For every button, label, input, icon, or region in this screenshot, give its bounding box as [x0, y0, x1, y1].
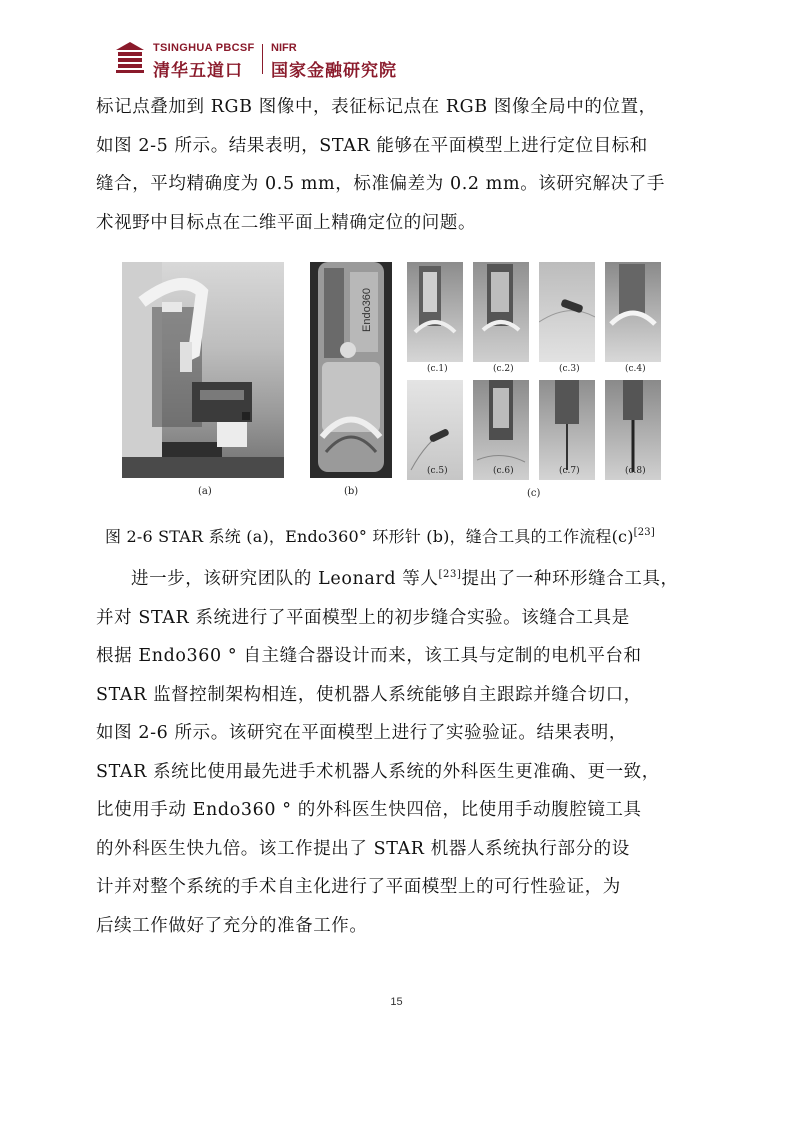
star-system-photo	[122, 262, 284, 478]
workflow-frame-3	[539, 262, 595, 362]
text-line: 计并对整个系统的手术自主化进行了平面模型上的可行性验证，为	[96, 877, 621, 897]
logo-chinese: 清华五道口	[153, 61, 243, 81]
text-line: STAR 监督控制架构相连，使机器人系统能够自主跟踪并缝合切口，	[96, 684, 642, 705]
workflow-frame-6	[473, 380, 529, 480]
figure-2-6	[122, 262, 662, 502]
nifr-chinese: 国家金融研究院	[271, 61, 397, 81]
text-line: 如图 2-5 所示。结果表明，STAR 能够在平面模型上进行定位目标和	[96, 135, 648, 156]
text-line: STAR 系统比使用最先进手术机器人系统的外科医生更准确、更一致，	[96, 761, 660, 782]
paragraph-2	[96, 560, 696, 945]
sub-label-c5: (c.5)	[427, 466, 448, 476]
workflow-frame-8	[605, 380, 661, 480]
figure-caption	[105, 524, 705, 547]
sub-label-c8: (c.8)	[625, 466, 646, 476]
workflow-frame-2	[473, 262, 529, 362]
text-line: 术视野中目标点在二维平面上精确定位的问题。	[96, 212, 477, 233]
workflow-frame-7	[539, 380, 595, 480]
text-line: 并对 STAR 系统进行了平面模型上的初步缝合实验。该缝合工具是	[96, 607, 630, 628]
workflow-frame-4	[605, 262, 661, 362]
nifr-english: NIFR	[271, 42, 297, 54]
logo-english: TSINGHUA PBCSF	[153, 42, 255, 54]
endo360-photo	[310, 262, 392, 478]
page-header	[113, 38, 433, 80]
label-c: (c)	[527, 488, 541, 499]
tsinghua-logo-icon	[113, 40, 147, 74]
paragraph-1	[96, 88, 696, 242]
sub-label-c7: (c.7)	[559, 466, 580, 476]
sub-label-c2: (c.2)	[493, 364, 514, 374]
caption-reference: [23]	[633, 527, 655, 538]
text-line: 后续工作做好了充分的准备工作。	[96, 915, 368, 936]
sub-label-c6: (c.6)	[493, 466, 514, 476]
citation-reference: [23]	[438, 569, 462, 580]
text-line: 如图 2-6 所示。该研究在平面模型上进行了实验验证。结果表明，	[96, 723, 628, 743]
text-line: 标记点叠加到 RGB 图像中，表征标记点在 RGB 图像全局中的位置，	[96, 97, 657, 117]
page-number: 15	[390, 996, 403, 1008]
text-segment: 提出了一种环形缝合工具，	[461, 569, 679, 589]
text-line	[96, 560, 696, 599]
sub-label-c4: (c.4)	[625, 364, 646, 374]
text-line: 缝合，平均精确度为 0.5 mm，标准偏差为 0.2 mm。该研究解决了手	[96, 174, 665, 194]
text-line: 比使用手动 Endo360 ° 的外科医生快四倍，比使用手动腹腔镜工具	[96, 800, 642, 820]
workflow-frame-5	[407, 380, 463, 480]
label-a: (a)	[198, 486, 212, 497]
text-line: 的外科医生快九倍。该工作提出了 STAR 机器人系统执行部分的设	[96, 838, 630, 859]
text-segment: 进一步，该研究团队的 Leonard 等人	[131, 569, 439, 589]
text-line: 根据 Endo360 ° 自主缝合器设计而来，该工具与定制的电机平台和	[96, 646, 642, 666]
header-divider	[262, 44, 263, 74]
sub-label-c1: (c.1)	[427, 364, 448, 374]
workflow-frame-1	[407, 262, 463, 362]
caption-text: 图 2-6 STAR 系统 (a)，Endo360° 环形针 (b)，缝合工具的工作流程(c)	[105, 527, 634, 546]
sub-label-c3: (c.3)	[559, 364, 580, 374]
label-b: (b)	[344, 486, 359, 497]
endo360-text: Endo360	[361, 287, 373, 332]
